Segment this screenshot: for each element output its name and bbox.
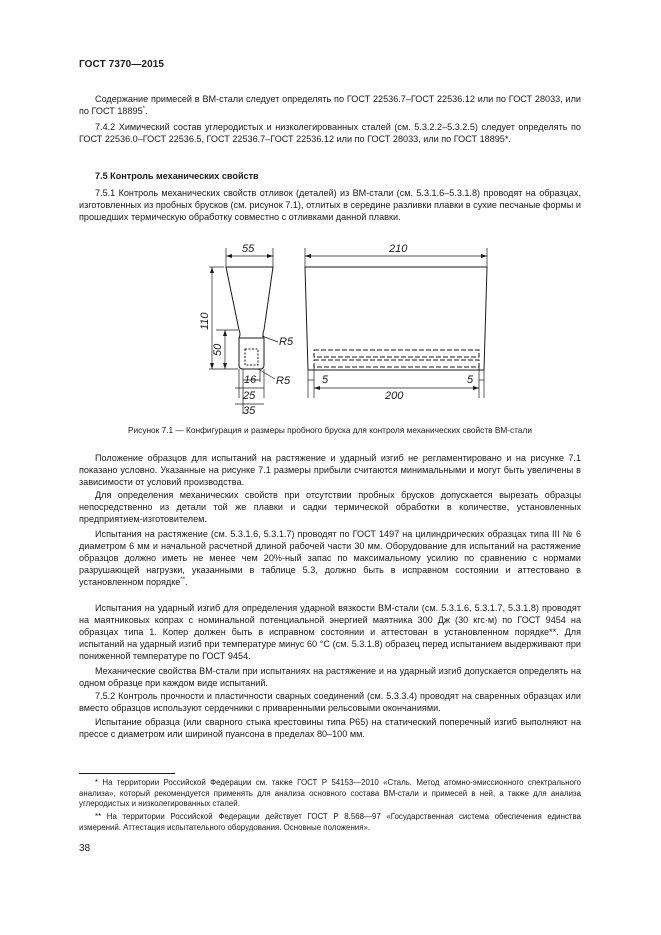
dim-top-width: 55 xyxy=(242,243,255,255)
paragraph-single-specimen: Механические свойства ВМ-стали при испытаниях на растяжение и на ударный изгиб допускается определять на одном образце при каждом виде испытаний. xyxy=(79,666,581,688)
document-header: ГОСТ 7370—2015 xyxy=(79,59,165,70)
dim-total-height: 110 xyxy=(199,312,211,330)
paragraph-impact-tests: Испытания на ударный изгиб для определения ударной вязкости ВМ-стали (см. 5.3.1.6, 5.3.1.7, 5.3.1.8) проводят на маятниковых копрах с номинальной потенциальной энергией маятника 300 Дж (30 кгс·м) по ГОСТ 9454 на образцах типа 1. Копер должен быть в исправном состоянии и аттестован в установленном порядке**. Для испытаний на ударный изгиб при температуре минус 60 °С (см. 5.3.1.8) образец перед испытанием выдерживают при пониженной температуре по ГОСТ 9454. xyxy=(79,603,581,661)
dim-radius-upper: R5 xyxy=(279,336,294,348)
section-heading-7-5: 7.5 Контроль механических свойств xyxy=(95,171,259,181)
footnote-divider xyxy=(79,773,175,774)
paragraph-7-4-2: 7.4.2 Химический состав углеродистых и низколегированных сталей (см. 5.3.2.2–5.3.2.5) следует определять по ГОСТ 22536.0–ГОСТ 22536.5, ГОСТ 22536.7–ГОСТ 22536.12 или по ГОСТ 28033, или по ГОСТ 18895*. xyxy=(79,122,581,144)
dim-length-top: 210 xyxy=(389,243,408,255)
paragraph-no-test-bars: Для определения механических свойств при отсутствии пробных брусков допускается вырезать образцы непосредственно из детали той же плавки и садки термической обработки в количестве, установленных предприятием-изготовителем. xyxy=(79,490,581,524)
dim-lower-height: 50 xyxy=(212,343,224,356)
footnote-2: ** На территории Российской Федерации действует ГОСТ Р 8.568—97 «Государственная система обеспечения единства измерений. Аттестация испытательного оборудования. Основные положения». xyxy=(79,812,581,832)
dim-radius-lower: R5 xyxy=(276,375,291,387)
footnote-ref[interactable]: ** xyxy=(180,576,186,583)
paragraph-tensile-tests xyxy=(79,528,581,588)
side-specimen-dashed xyxy=(245,349,258,365)
long-specimen-bottom-dashed xyxy=(314,360,479,367)
long-profile-outline xyxy=(305,267,487,370)
dim-margin-right: 5 xyxy=(467,374,474,386)
paragraph-specimen-position: Положение образцов для испытаний на растяжение и ударный изгиб не регламентировано и на рисунке 7.1 показано условно. Указанные на рисунке 7.1 размеры прибыли считаются минимальными и могут быть увеличены в зависимости от условий производства. xyxy=(79,453,581,487)
paragraph-text-end: . xyxy=(185,577,188,587)
dim-margin-left: 5 xyxy=(322,374,329,386)
dim-bottom-mid: 25 xyxy=(243,390,256,402)
footnote-ref[interactable]: * xyxy=(142,105,145,112)
paragraph-text: Содержание примесей в ВМ-стали следует определять по ГОСТ 22536.7–ГОСТ 22536.12 или по ГОСТ 28033, или по ГОСТ 18895 xyxy=(79,94,581,116)
dim-bottom-inner: 16 xyxy=(244,374,257,386)
paragraph-7-5-1: 7.5.1 Контроль механических свойств отливок (деталей) из ВМ-стали (см. 5.3.1.6–5.3.1.8) проводят на образцах, изготовленных из пробных брусков (см. рисунок 7.1), отлитых в середине разливки плавки в сухие песчаные формы и прошедших термическую обработку совместно с отливками данной плавки. xyxy=(79,188,581,222)
dim-bottom-outer: 35 xyxy=(243,405,256,417)
figure-caption: Рисунок 7.1 — Конфигурация и размеры пробного бруска для контроля механических свойств ВМ-стали xyxy=(128,425,532,435)
paragraph-impurities xyxy=(79,93,581,117)
side-profile-outline xyxy=(226,267,273,369)
paragraph-7-5-2: 7.5.2 Контроль прочности и пластичности сварных соединений (см. 5.3.3.4) проводят на сваренных образцах или вместо образцов используют сердечники с приваренными рельсовыми окончаниями. xyxy=(79,691,581,713)
page-number: 38 xyxy=(79,843,91,854)
paragraph-text-end: . xyxy=(144,106,148,116)
paragraph-bend-test: Испытание образца (или сварного стыка крестовины типа Р65) на статический поперечный изгиб выполняют на прессе с диаметром или шириной пуансона в пределах 80–100 мм. xyxy=(79,717,581,739)
footnote-1: * На территории Российской Федерации см. также ГОСТ Р 54153—2010 «Сталь. Метод атомно-эмиссионного спектрального анализа», который рекомендуется применять для анализа основного состава ВМ-стали и примесей в ней, а также для анализа углеродистых и низколегированных сталей. xyxy=(79,778,581,808)
paragraph-text: Испытания на растяжение (см. 5.3.1.6, 5.3.1.7) проводят по ГОСТ 1497 на цилиндрических образцах типа III № 6 диаметром 6 мм и начальной расчетной длиной рабочей части 30 мм. Оборудование для испытаний на растяжение образцов должно иметь не менее чем 20%-ный запас по максимальному усилию по сравнению с нормами разрушающей нагрузки, указанными в таблице 5.3, должно быть в исправном состоянии и аттестовано в установленном порядке xyxy=(79,529,581,587)
long-specimen-top-dashed xyxy=(314,350,479,357)
figure-test-bar-drawing xyxy=(180,238,500,418)
dim-length-bottom: 200 xyxy=(385,390,404,402)
